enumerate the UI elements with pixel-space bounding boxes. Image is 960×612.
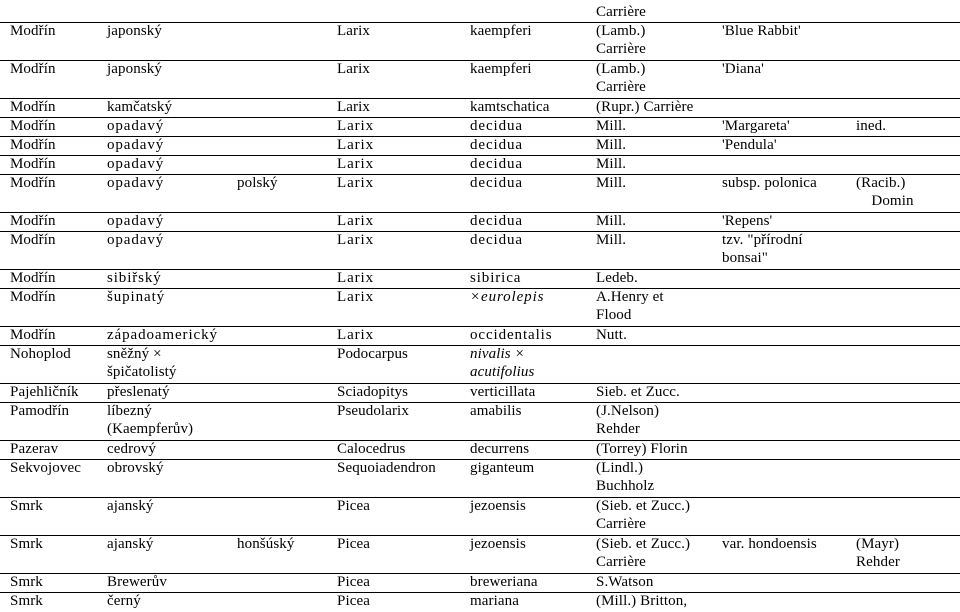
cell-cultivar: 'Repens' [722,213,773,229]
cell-author: Mill. [596,118,627,134]
cell-species-czech: japonský [107,23,162,39]
cell-genus-latin: Larix [337,232,374,248]
cell-genus-czech: Modřín [10,175,56,191]
cell-genus-czech: Smrk [10,536,43,552]
cell-author: (Sieb. et Zucc.) Carrière [596,536,691,570]
cell-genus-czech: Modřín [10,118,56,134]
cell-author: S.Watson [596,574,654,590]
cell-species-latin: jezoensis [470,498,526,514]
table-row [0,117,960,136]
cell-species-czech: opadavý [107,213,165,229]
cell-genus-latin: Larix [337,327,374,343]
cell-author: (Lindl.) Buchholz [596,460,655,494]
cell-species-czech: přeslenatý [107,384,170,400]
table-row [0,0,960,22]
table-row [0,535,960,573]
cell-species-latin: decidua [470,175,523,191]
cell-genus-czech: Smrk [10,498,43,514]
table-row [0,402,960,440]
cell-genus-latin: Calocedrus [337,441,406,457]
table-row [0,383,960,402]
cell-author: (Lamb.) Carrière [596,23,646,57]
cell-species-czech: sibiřský [107,270,162,286]
cell-author: Mill. [596,156,627,172]
cell-genus-latin: Larix [337,137,374,153]
cell-genus-latin: Larix [337,289,374,305]
table-row [0,592,960,612]
table-row [0,22,960,60]
table-row [0,288,960,326]
cell-author: (Torrey) Florin [596,441,688,457]
cell-genus-latin: Pseudolarix [337,403,409,419]
cell-genus-czech: Pazerav [10,441,59,457]
cell-cultivar: 'Blue Rabbit' [722,23,801,39]
cell-genus-czech: Nohoplod [10,346,71,362]
table-row [0,174,960,212]
table-row [0,459,960,497]
cell-species-czech: cedrový [107,441,157,457]
cell-author: (Lamb.) Carrière [596,61,646,95]
cell-genus-czech: Modřín [10,61,56,77]
cell-genus-czech: Modřín [10,289,56,305]
cell-extra-author: ined. [856,118,887,134]
cell-genus-czech: Modřín [10,23,56,39]
cell-species-czech: černý [107,593,141,609]
cell-species-czech: Brewerův [107,574,167,590]
cell-species-latin: verticillata [470,384,536,400]
cell-genus-latin: Larix [337,118,374,134]
cell-species-czech: ajanský [107,536,154,552]
cell-genus-czech: Smrk [10,574,43,590]
cell-author: Mill. [596,175,627,191]
cell-species-latin: decurrens [470,441,530,457]
cell-species-latin: occidentalis [470,327,553,343]
cell-species-latin: mariana [470,593,520,609]
table-row [0,269,960,288]
cell-species-latin: decidua [470,118,523,134]
cell-species-czech: opadavý [107,118,165,134]
cell-genus-latin: Larix [337,175,374,191]
cell-genus-czech: Smrk [10,593,43,609]
cell-genus-czech: Pajehličník [10,384,79,400]
cell-author: Mill. [596,213,627,229]
cell-species-latin: kaempferi [470,61,532,77]
cell-species-latin: giganteum [470,460,535,476]
cell-species-czech: obrovský [107,460,164,476]
cell-genus-czech: Modřín [10,137,56,153]
cell-species-latin: kaempferi [470,23,532,39]
cell-species-latin: decidua [470,156,523,172]
table-row [0,231,960,269]
cell-species-czech: opadavý [107,175,165,191]
cell-cultivar: subsp. polonica [722,175,817,191]
cell-extra-author: (Mayr) Rehder [856,536,900,570]
cell-genus-latin: Larix [337,61,370,77]
cell-genus-latin: Larix [337,213,374,229]
cell-genus-czech: Sekvojovec [10,460,81,476]
cell-species-czech: sněžný × špičatolistý [107,346,177,380]
table-row [0,345,960,383]
table-row [0,155,960,174]
cell-genus-latin: Picea [337,498,370,514]
cell-genus-latin: Picea [337,593,370,609]
cell-species-czech: západoamerický [107,327,218,343]
cell-species-latin: decidua [470,137,523,153]
cell-species-czech: opadavý [107,156,165,172]
table-row [0,497,960,535]
cell-species-czech: opadavý [107,137,165,153]
cell-author: Carrière [596,4,646,20]
cell-genus-latin: Sciadopitys [337,384,409,400]
cell-cultivar: tzv. "přírodní bonsai" [722,232,803,266]
cell-species-latin: amabilis [470,403,522,419]
cell-species-latin: breweriana [470,574,538,590]
table-row [0,136,960,155]
cell-author: Mill. [596,232,627,248]
cell-species-latin: nivalis × acutifolius [470,346,535,380]
cell-genus-czech: Pamodřín [10,403,70,419]
cell-species-czech: kamčatský [107,99,173,115]
cell-genus-czech: Modřín [10,213,56,229]
cell-cultivar: 'Pendula' [722,137,777,153]
cell-species-czech: líbezný (Kaempferův) [107,403,194,437]
cell-cultivar: var. hondoensis [722,536,817,552]
table-row [0,98,960,117]
cell-genus-latin: Picea [337,574,370,590]
cell-species-czech: ajanský [107,498,154,514]
cell-species-latin: ×eurolepis [470,289,545,305]
table-row [0,60,960,98]
table-row [0,326,960,345]
cell-genus-czech: Modřín [10,156,56,172]
cell-species-czech: japonský [107,61,162,77]
cell-author: (Sieb. et Zucc.) Carrière [596,498,691,532]
cell-author: Ledeb. [596,270,638,286]
cell-species-latin: sibirica [470,270,522,286]
cell-cultivar: 'Margareta' [722,118,790,134]
table-row [0,212,960,231]
cell-cultivar: 'Diana' [722,61,764,77]
cell-genus-latin: Larix [337,99,370,115]
cell-subspecies-czech: honšúský [237,536,295,552]
cell-genus-latin: Sequoiadendron [337,460,436,476]
cell-species-latin: decidua [470,232,523,248]
cell-genus-czech: Modřín [10,232,56,248]
cell-subspecies-czech: polský [237,175,278,191]
cell-author: Mill. [596,137,627,153]
cell-author: A.Henry et Flood [596,289,664,323]
cell-species-czech: opadavý [107,232,165,248]
cell-genus-latin: Picea [337,536,370,552]
cell-author: (J.Nelson) Rehder [596,403,660,437]
cell-extra-author: (Racib.) Domin [856,175,914,209]
cell-genus-latin: Larix [337,23,370,39]
cell-genus-latin: Podocarpus [337,346,408,362]
table-row [0,573,960,592]
cell-author: Nutt. [596,327,627,343]
cell-genus-latin: Larix [337,156,374,172]
cell-genus-czech: Modřín [10,270,56,286]
cell-author: (Rupr.) Carrière [596,99,694,115]
table-row [0,440,960,459]
cell-genus-czech: Modřín [10,327,56,343]
cell-genus-latin: Larix [337,270,374,286]
cell-species-czech: šupinatý [107,289,166,305]
cell-author: Sieb. et Zucc. [596,384,680,400]
cell-genus-czech: Modřín [10,99,56,115]
cell-author: (Mill.) Britton, [596,593,688,609]
cell-species-latin: kamtschatica [470,99,550,115]
cell-species-latin: decidua [470,213,523,229]
cell-species-latin: jezoensis [470,536,526,552]
